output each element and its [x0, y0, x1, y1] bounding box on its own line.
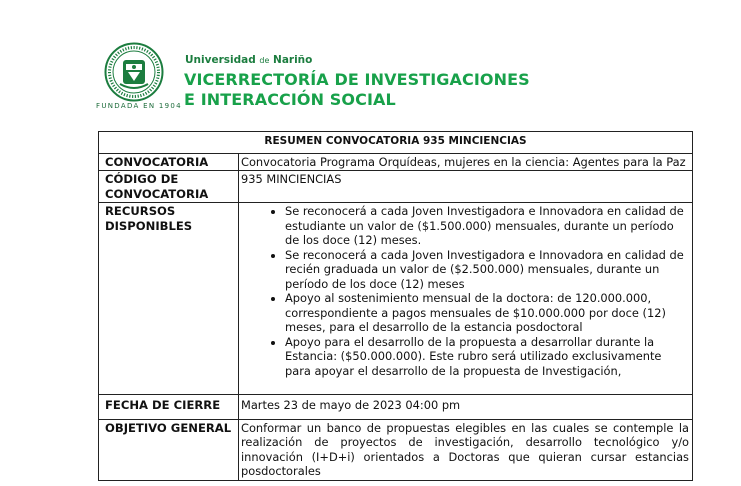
row-label-objetivo: OBJETIVO GENERAL: [99, 419, 239, 480]
table-row: [99, 203, 693, 395]
row-value-objetivo: Conformar un banco de propuestas elegibles en las cuales se contemple la realización de proyectos de investigación, desarrollo tecnológico y/o innovación (I+D+i) orientados a Doctoras que quieran cursar estancias posdoctorales: [239, 419, 693, 480]
recursos-list: [241, 204, 689, 378]
list-item: • Apoyo para el desarrollo de la propuesta a desarrollar durante la Estancia: ($50.000.000). Este rubro será utilizado exclusivamente para apoyar el desarrollo de la propuesta de Investigación,: [285, 335, 689, 379]
list-item: • Se reconocerá a cada Joven Investigadora e Innovadora en calidad de recién graduada un valor de ($2.500.000) mensuales, durante un período de los doce (12) meses: [285, 248, 689, 292]
document-header: [94, 40, 654, 114]
row-label-codigo: CÓDIGO DE CONVOCATORIA: [99, 171, 239, 203]
table-title-row: [99, 132, 693, 154]
row-value-convocatoria: Convocatoria Programa Orquídeas, mujeres en la ciencia: Agentes para la Paz: [239, 153, 693, 171]
university-name: Universidad de Nariño: [185, 54, 313, 66]
interaccion-social-title: E INTERACCIÓN SOCIAL: [184, 90, 396, 109]
table-row: [99, 395, 693, 420]
university-seal-icon: [104, 42, 164, 102]
table-row: [99, 171, 693, 203]
list-item: • Se reconocerá a cada Joven Investigadora e Innovadora en calidad de estudiante un valor de ($1.500.000) mensuales, durante un período de los doce (12) meses.: [285, 204, 689, 248]
vicerrectoria-title: VICERRECTORÍA DE INVESTIGACIONES: [184, 70, 530, 89]
row-value-codigo: 935 MINCIENCIAS: [239, 171, 693, 203]
row-value-recursos: [239, 203, 693, 395]
row-label-recursos: RECURSOS DISPONIBLES: [99, 203, 239, 395]
table-row: [99, 419, 693, 480]
list-item: • Apoyo al sostenimiento mensual de la doctora: de 120.000.000, correspondiente a pagos mensuales de $10.000.000 por doce (12) meses, para el desarrollo de la estancia posdoctoral: [285, 291, 689, 335]
table-title: RESUMEN CONVOCATORIA 935 MINCIENCIAS: [99, 132, 693, 154]
founded-caption: FUNDADA EN 1904: [96, 102, 182, 110]
row-label-fecha: FECHA DE CIERRE: [99, 395, 239, 420]
row-value-fecha: Martes 23 de mayo de 2023 04:00 pm: [239, 395, 693, 420]
summary-table: [98, 131, 693, 481]
table-row: [99, 153, 693, 171]
row-label-convocatoria: CONVOCATORIA: [99, 153, 239, 171]
